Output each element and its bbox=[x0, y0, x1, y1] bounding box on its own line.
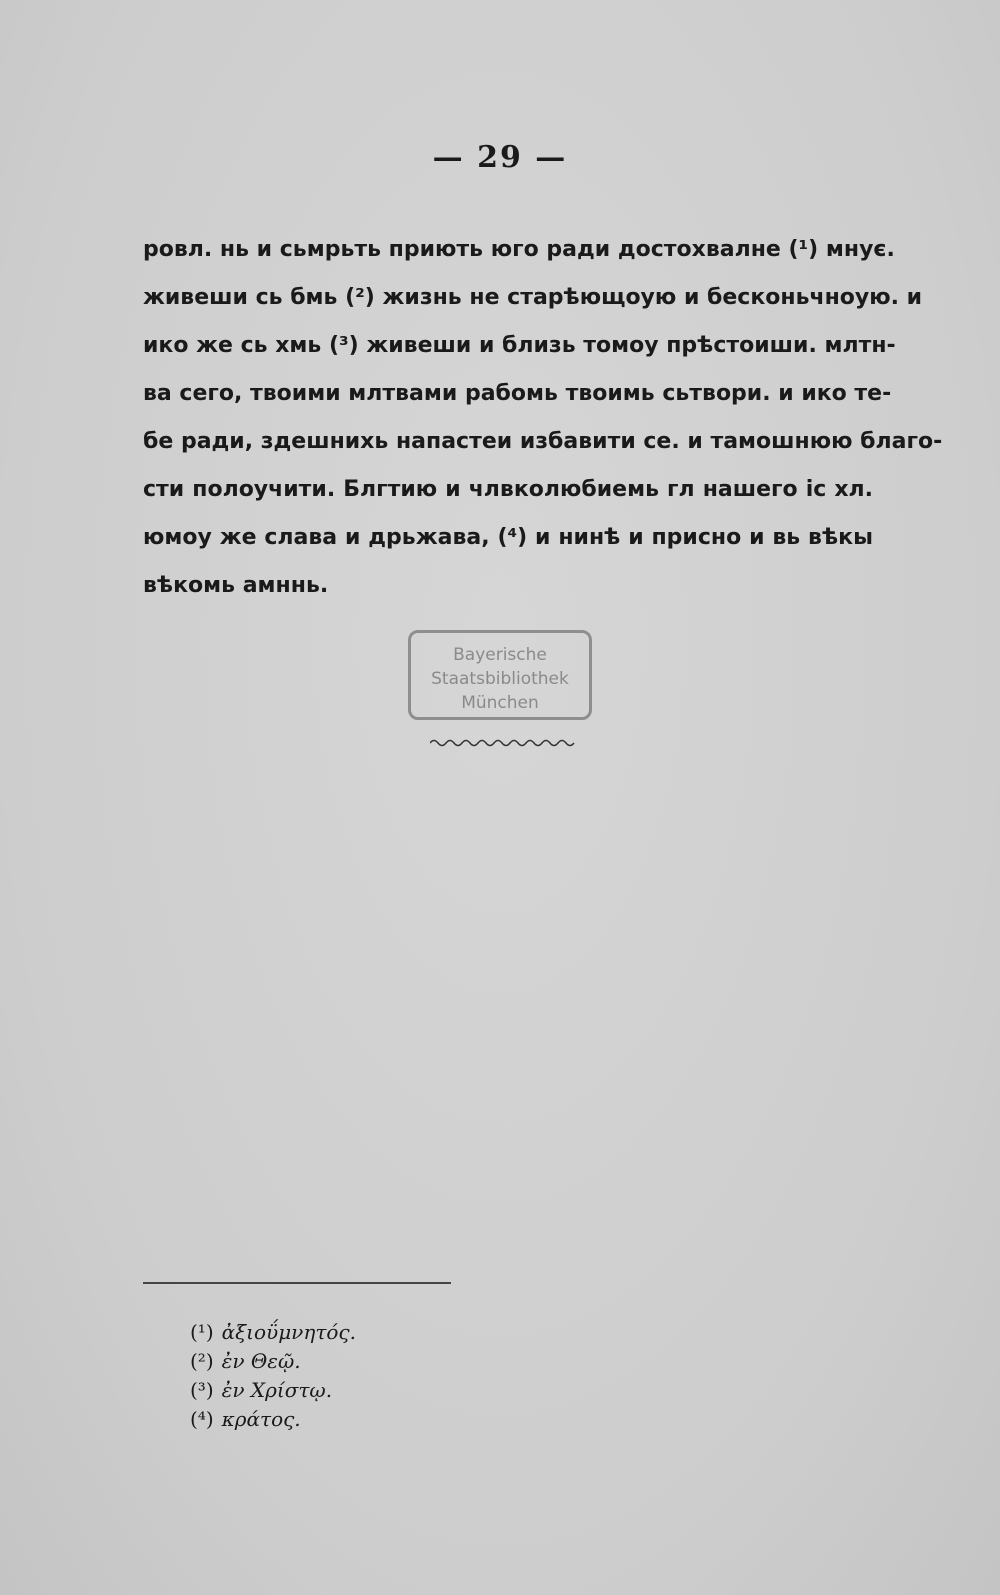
page-number: — 29 — bbox=[432, 140, 568, 175]
footnote bbox=[190, 1347, 356, 1376]
footnotes bbox=[190, 1318, 356, 1434]
stamp-line: Staatsbibliothek bbox=[431, 669, 569, 689]
text-line: юмоу же слава и дрьжава, (⁴) и нинѣ и присно и вь вѣкы bbox=[143, 525, 873, 550]
footnote bbox=[190, 1405, 356, 1434]
footnote bbox=[190, 1376, 356, 1405]
footnote-text: ἐν Θεῷ. bbox=[221, 1349, 301, 1373]
footnote-text: ἀξιοΰμνητός. bbox=[221, 1320, 356, 1344]
text-line: ровл. нь и сьмрьть приють юго ради достохвалне (¹) мнує. bbox=[143, 237, 895, 262]
footnote-marker: (²) bbox=[190, 1349, 214, 1373]
footnote-marker: (⁴) bbox=[190, 1407, 214, 1431]
text-line: бе ради, здешнихь напастеи избавити се. и тамошнюю благо- bbox=[143, 429, 943, 454]
stamp-line: München bbox=[461, 693, 539, 713]
stamp-line: Bayerische bbox=[453, 645, 547, 665]
wavy-ornament bbox=[430, 735, 580, 751]
footnote bbox=[190, 1318, 356, 1347]
body-text bbox=[143, 226, 943, 610]
text-line: ико же сь хмь (³) живеши и близь томоу прѣстоиши. млтн- bbox=[143, 333, 896, 358]
footnote-divider bbox=[143, 1282, 451, 1284]
library-stamp bbox=[408, 630, 592, 720]
footnote-text: κράτος. bbox=[221, 1407, 301, 1431]
text-line: сти полоучити. Блгтию и члвколюбиемь гл нашего іс хл. bbox=[143, 477, 873, 502]
footnote-text: ἐν Χρίστῳ. bbox=[221, 1378, 333, 1402]
text-line: ва сего, твоими млтвами рабомь твоимь сьтвори. и ико те- bbox=[143, 381, 892, 406]
footnote-marker: (¹) bbox=[190, 1320, 214, 1344]
text-line: вѣкомь амннь. bbox=[143, 573, 329, 598]
text-line: живеши сь бмь (²) жизнь не старѣющоую и бесконьчноую. и bbox=[143, 285, 923, 310]
footnote-marker: (³) bbox=[190, 1378, 214, 1402]
